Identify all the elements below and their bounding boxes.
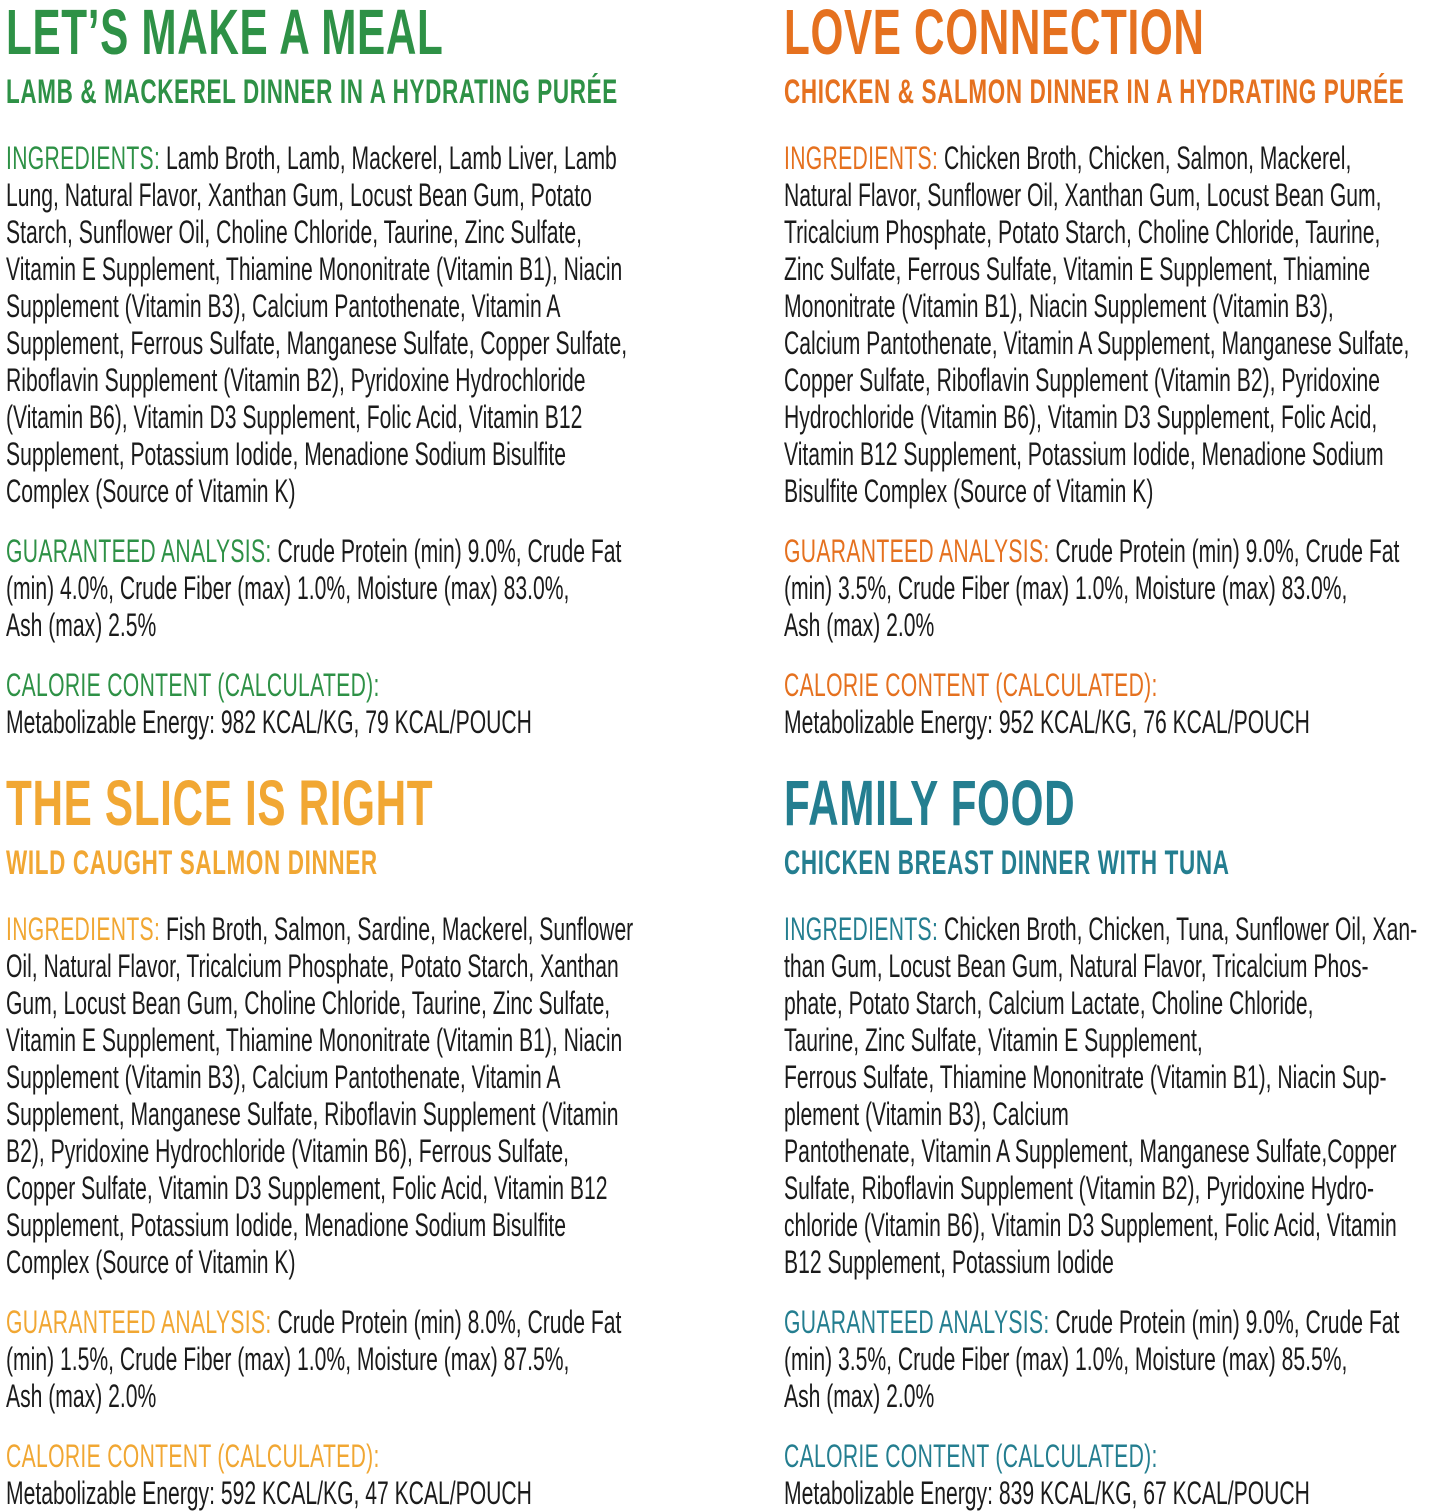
text-line: phate, Potato Starch, Calcium Lactate, Choline Chloride, [784, 985, 1314, 1021]
text-line: Bisulfite Complex (Source of Vitamin K) [784, 473, 1154, 509]
analysis-first-line [6, 533, 622, 570]
guaranteed-analysis-section [6, 1304, 722, 1415]
text-line: B2), Pyridoxine Hydrochloride (Vitamin B6), Ferrous Sulfate, [6, 1133, 570, 1169]
ingredients-lines [784, 948, 1445, 1281]
ingredients-section [784, 140, 1445, 510]
text-line: Supplement (Vitamin B3), Calcium Pantothenate, Vitamin A [6, 1059, 561, 1095]
text-line: Gum, Locust Bean Gum, Choline Chloride, Taurine, Zinc Sulfate, [6, 985, 611, 1021]
text-line: Supplement, Potassium Iodide, Menadione Sodium Bisulfite [6, 1207, 566, 1243]
analysis-lines [784, 1341, 1445, 1415]
ingredients-text: Fish Broth, Salmon, Sardine, Mackerel, Sunflower [160, 911, 634, 947]
text-line: Tricalcium Phosphate, Potato Starch, Choline Chloride, Taurine, [784, 214, 1381, 250]
text-line: Zinc Sulfate, Ferrous Sulfate, Vitamin E Supplement, Thiamine [784, 251, 1371, 287]
text-line: Vitamin E Supplement, Thiamine Mononitrate (Vitamin B1), Niacin [6, 1022, 623, 1058]
ingredients-first-line [6, 140, 617, 177]
text-line: Supplement (Vitamin B3), Calcium Pantothenate, Vitamin A [6, 288, 561, 324]
text-line: Complex (Source of Vitamin K) [6, 1244, 296, 1280]
text-line: than Gum, Locust Bean Gum, Natural Flavor, Tricalcium Phos- [784, 948, 1369, 984]
ingredients-text: Lamb Broth, Lamb, Mackerel, Lamb Liver, Lamb [160, 140, 617, 176]
product-title: FAMILY FOOD [784, 767, 1076, 839]
calorie-value: Metabolizable Energy: 592 KCAL/KG, 47 KCAL/POUCH [6, 1475, 532, 1511]
ingredients-lines [6, 948, 722, 1281]
product-subtitle: LAMB & MACKEREL DINNER IN A HYDRATING PURÉE [6, 73, 618, 111]
ingredients-lines [6, 177, 722, 510]
analysis-text: Crude Protein (min) 9.0%, Crude Fat [271, 533, 622, 569]
calorie-label: CALORIE CONTENT (CALCULATED): [784, 667, 1158, 703]
calorie-label: CALORIE CONTENT (CALCULATED): [6, 667, 380, 703]
ingredients-label: INGREDIENTS: [6, 911, 161, 947]
text-line: Lung, Natural Flavor, Xanthan Gum, Locust Bean Gum, Potato [6, 177, 592, 213]
ingredients-section [6, 140, 722, 510]
calorie-value: Metabolizable Energy: 982 KCAL/KG, 79 KCAL/POUCH [6, 704, 532, 740]
ingredients-lines [784, 177, 1445, 510]
text-line: (min) 3.5%, Crude Fiber (max) 1.0%, Moisture (max) 85.5%, [784, 1341, 1348, 1377]
analysis-lines [6, 1341, 722, 1415]
analysis-first-line [784, 1304, 1400, 1341]
analysis-first-line [6, 1304, 622, 1341]
product-title: THE SLICE IS RIGHT [6, 767, 434, 839]
analysis-text: Crude Protein (min) 9.0%, Crude Fat [1049, 533, 1400, 569]
panel-lets-make-a-meal [0, 0, 722, 763]
text-line: Copper Sulfate, Riboflavin Supplement (Vitamin B2), Pyridoxine [784, 362, 1380, 398]
ingredients-section [784, 911, 1445, 1281]
analysis-text: Crude Protein (min) 8.0%, Crude Fat [271, 1304, 622, 1340]
text-line: Taurine, Zinc Sulfate, Vitamin E Supplement, [784, 1022, 1203, 1058]
panel-the-slice-is-right [0, 763, 722, 1511]
guaranteed-analysis-section [784, 533, 1445, 644]
analysis-label: GUARANTEED ANALYSIS: [6, 533, 272, 569]
text-line: Ferrous Sulfate, Thiamine Mononitrate (Vitamin B1), Niacin Sup- [784, 1059, 1387, 1095]
panel-love-connection [722, 0, 1445, 763]
calorie-value: Metabolizable Energy: 839 KCAL/KG, 67 KCAL/POUCH [784, 1475, 1310, 1511]
analysis-text: Crude Protein (min) 9.0%, Crude Fat [1049, 1304, 1400, 1340]
analysis-label: GUARANTEED ANALYSIS: [784, 533, 1050, 569]
product-subtitle: CHICKEN & SALMON DINNER IN A HYDRATING PURÉE [784, 73, 1405, 111]
product-subtitle: CHICKEN BREAST DINNER WITH TUNA [784, 844, 1230, 882]
calorie-value: Metabolizable Energy: 952 KCAL/KG, 76 KCAL/POUCH [784, 704, 1310, 740]
text-line: Ash (max) 2.0% [6, 1378, 157, 1414]
text-line: Mononitrate (Vitamin B1), Niacin Supplement (Vitamin B3), [784, 288, 1334, 324]
calorie-section [6, 1438, 722, 1512]
ingredients-label: INGREDIENTS: [6, 140, 161, 176]
text-line: plement (Vitamin B3), Calcium [784, 1096, 1069, 1132]
guaranteed-analysis-section [6, 533, 722, 644]
text-line: (Vitamin B6), Vitamin D3 Supplement, Folic Acid, Vitamin B12 [6, 399, 583, 435]
text-line: Supplement, Potassium Iodide, Menadione Sodium Bisulfite [6, 436, 566, 472]
text-line: Vitamin B12 Supplement, Potassium Iodide, Menadione Sodium [784, 436, 1384, 472]
text-line: Complex (Source of Vitamin K) [6, 473, 296, 509]
panel-family-food [722, 763, 1445, 1511]
text-line: Copper Sulfate, Vitamin D3 Supplement, Folic Acid, Vitamin B12 [6, 1170, 608, 1206]
ingredients-section [6, 911, 722, 1281]
text-line: Hydrochloride (Vitamin B6), Vitamin D3 Supplement, Folic Acid, [784, 399, 1378, 435]
text-line: Supplement, Ferrous Sulfate, Manganese Sulfate, Copper Sulfate, [6, 325, 628, 361]
ingredients-text: Chicken Broth, Chicken, Salmon, Mackerel, [938, 140, 1352, 176]
analysis-label: GUARANTEED ANALYSIS: [784, 1304, 1050, 1340]
text-line: Ash (max) 2.0% [784, 607, 935, 643]
text-line: Natural Flavor, Sunflower Oil, Xanthan Gum, Locust Bean Gum, [784, 177, 1382, 213]
text-line: (min) 3.5%, Crude Fiber (max) 1.0%, Moisture (max) 83.0%, [784, 570, 1348, 606]
ingredients-first-line [784, 140, 1352, 177]
ingredients-first-line [6, 911, 634, 948]
text-line: Ash (max) 2.0% [784, 1378, 935, 1414]
analysis-lines [784, 570, 1445, 644]
text-line: Pantothenate, Vitamin A Supplement, Manganese Sulfate,Copper [784, 1133, 1397, 1169]
text-line: B12 Supplement, Potassium Iodide [784, 1244, 1114, 1280]
calorie-label: CALORIE CONTENT (CALCULATED): [6, 1438, 380, 1474]
text-line: (min) 4.0%, Crude Fiber (max) 1.0%, Moisture (max) 83.0%, [6, 570, 570, 606]
text-line: Vitamin E Supplement, Thiamine Mononitrate (Vitamin B1), Niacin [6, 251, 623, 287]
product-title: LET’S MAKE A MEAL [6, 0, 444, 68]
text-line: Calcium Pantothenate, Vitamin A Supplement, Manganese Sulfate, [784, 325, 1410, 361]
ingredients-text: Chicken Broth, Chicken, Tuna, Sunflower Oil, Xan- [938, 911, 1418, 947]
analysis-first-line [784, 533, 1400, 570]
calorie-label: CALORIE CONTENT (CALCULATED): [784, 1438, 1158, 1474]
text-line: Oil, Natural Flavor, Tricalcium Phosphate, Potato Starch, Xanthan [6, 948, 619, 984]
calorie-section [784, 1438, 1445, 1512]
text-line: chloride (Vitamin B6), Vitamin D3 Supplement, Folic Acid, Vitamin [784, 1207, 1397, 1243]
text-line: Ash (max) 2.5% [6, 607, 157, 643]
text-line: Starch, Sunflower Oil, Choline Chloride, Taurine, Zinc Sulfate, [6, 214, 582, 250]
ingredients-label: INGREDIENTS: [784, 140, 939, 176]
text-line: Sulfate, Riboflavin Supplement (Vitamin B2), Pyridoxine Hydro- [784, 1170, 1375, 1206]
product-subtitle: WILD CAUGHT SALMON DINNER [6, 844, 378, 882]
text-line: (min) 1.5%, Crude Fiber (max) 1.0%, Moisture (max) 87.5%, [6, 1341, 570, 1377]
calorie-section [6, 667, 722, 741]
ingredients-label: INGREDIENTS: [784, 911, 939, 947]
product-title: LOVE CONNECTION [784, 0, 1205, 68]
text-line: Riboflavin Supplement (Vitamin B2), Pyridoxine Hydrochloride [6, 362, 586, 398]
analysis-label: GUARANTEED ANALYSIS: [6, 1304, 272, 1340]
calorie-section [784, 667, 1445, 741]
ingredients-first-line [784, 911, 1418, 948]
analysis-lines [6, 570, 722, 644]
guaranteed-analysis-section [784, 1304, 1445, 1415]
text-line: Supplement, Manganese Sulfate, Riboflavin Supplement (Vitamin [6, 1096, 619, 1132]
